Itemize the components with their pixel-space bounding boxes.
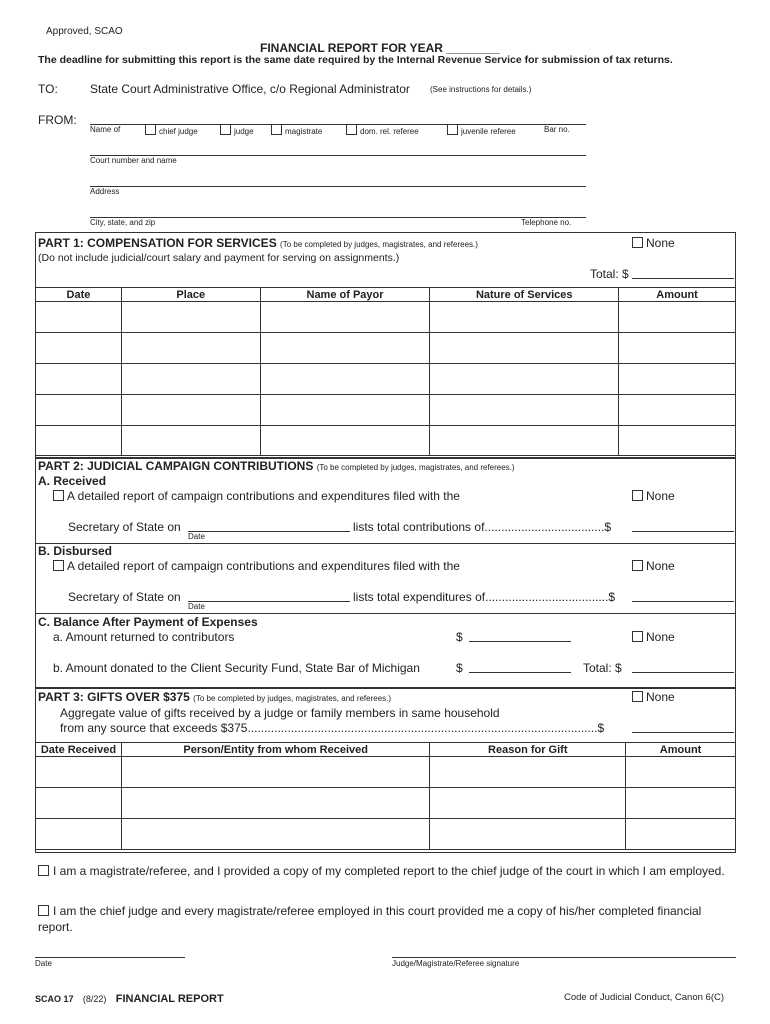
part2-total-line[interactable] [632, 672, 734, 673]
column-header: Person/Entity from whom Received [121, 743, 430, 757]
footer-left: SCAO 17 (8/22) FINANCIAL REPORT [35, 993, 224, 1005]
part2-a-text[interactable]: A detailed report of campaign contributions and expenditures filed with the [53, 489, 460, 503]
part2-c-b-line[interactable] [469, 672, 571, 673]
table-cell[interactable] [430, 426, 619, 456]
column-header: Date [36, 288, 122, 302]
telephone-label: Telephone no. [521, 218, 572, 227]
table-cell[interactable] [36, 333, 122, 364]
from-label: FROM: [38, 113, 77, 127]
part2-c-none[interactable]: None [632, 630, 675, 644]
option-judge[interactable]: judge [220, 124, 254, 136]
deadline-text: The deadline for submitting this report is the same date required by the Internal Revenue Service for submission of tax returns. [38, 54, 673, 66]
table-row [36, 395, 736, 426]
table-cell[interactable] [430, 364, 619, 395]
none-checkbox[interactable] [632, 631, 643, 642]
part2-a-date-label: Date [188, 532, 205, 541]
table-cell[interactable] [36, 757, 122, 788]
part1-none[interactable]: None [632, 236, 675, 250]
table-cell[interactable] [626, 757, 736, 788]
checkbox[interactable] [145, 124, 156, 135]
table-cell[interactable] [260, 333, 430, 364]
part2-c-a-line[interactable] [469, 641, 571, 642]
court-label: Court number and name [90, 156, 177, 165]
table-cell[interactable] [260, 364, 430, 395]
table-cell[interactable] [626, 819, 736, 850]
to-note: (See instructions for details.) [430, 85, 532, 94]
table-row [36, 757, 736, 788]
none-checkbox[interactable] [632, 490, 643, 501]
divider [35, 543, 736, 544]
part2-c-b: b. Amount donated to the Client Security Fund, State Bar of Michigan [53, 661, 420, 675]
part3-heading: PART 3: GIFTS OVER $375 (To be completed by judges, magistrates, and referees.) [38, 690, 392, 704]
table-cell[interactable] [260, 426, 430, 456]
part2-b-title: B. Disbursed [38, 544, 113, 558]
part1-total-label: Total: $ [590, 267, 629, 281]
table-row [36, 819, 736, 850]
table-cell[interactable] [430, 757, 626, 788]
option-magistrate[interactable]: magistrate [271, 124, 322, 136]
column-header: Date Received [36, 743, 122, 757]
table-cell[interactable] [121, 333, 260, 364]
date-signature-line[interactable] [35, 957, 185, 958]
table-cell[interactable] [36, 788, 122, 819]
part3-none[interactable]: None [632, 690, 675, 704]
city-label: City, state, and zip [90, 218, 156, 227]
table-cell[interactable] [121, 395, 260, 426]
to-value: State Court Administrative Office, c/o Regional Administrator [90, 82, 410, 96]
column-header: Nature of Services [430, 288, 619, 302]
part2-b-amount-line[interactable] [632, 601, 734, 602]
part2-a-amount-line[interactable] [632, 531, 734, 532]
checkbox[interactable] [220, 124, 231, 135]
part1-heading: PART 1: COMPENSATION FOR SERVICES (To be completed by judges, magistrates, and referees.) [38, 236, 478, 250]
part2-b-date-line[interactable] [188, 601, 350, 602]
none-checkbox[interactable] [632, 237, 643, 248]
table-cell[interactable] [430, 302, 619, 333]
page-title: FINANCIAL REPORT FOR YEAR ________ [260, 41, 500, 55]
table-cell[interactable] [619, 364, 736, 395]
part2-a-title: A. Received [38, 474, 107, 488]
address-line[interactable] [90, 186, 586, 187]
table-cell[interactable] [36, 364, 122, 395]
table-cell[interactable] [260, 395, 430, 426]
column-header: Amount [619, 288, 736, 302]
checkbox[interactable] [271, 124, 282, 135]
part2-c-a-dollar: $ [456, 630, 463, 644]
part2-c-b-dollar: $ [456, 661, 463, 675]
cert-magistrate[interactable]: I am a magistrate/referee, and I provided a copy of my completed report to the chief judge of the court in which I am employed. [38, 863, 738, 879]
part1-total-line[interactable] [632, 278, 734, 279]
judge-signature-line[interactable] [392, 957, 736, 958]
checkbox[interactable] [447, 124, 458, 135]
table-cell[interactable] [430, 819, 626, 850]
table-row [36, 426, 736, 456]
table-row [36, 333, 736, 364]
cert-chief-judge[interactable]: I am the chief judge and every magistrate/referee employed in this court provided me a copy of his/her completed financial report. [38, 904, 702, 934]
checkbox[interactable] [346, 124, 357, 135]
part2-a-date-line[interactable] [188, 531, 350, 532]
table-cell[interactable] [36, 426, 122, 456]
option-dom-rel-referee[interactable]: dom. rel. referee [346, 124, 419, 136]
part2-c-a: a. Amount returned to contributors [53, 630, 235, 644]
part2-c-title: C. Balance After Payment of Expenses [38, 615, 258, 629]
table-header-row [36, 288, 736, 302]
table-cell[interactable] [121, 819, 430, 850]
part2-b-lists: lists total expenditures of.....................................$ [353, 590, 616, 604]
checkbox[interactable] [53, 560, 64, 571]
table-cell[interactable] [430, 395, 619, 426]
table-row [36, 788, 736, 819]
none-checkbox[interactable] [632, 560, 643, 571]
to-label: TO: [38, 82, 58, 96]
table-cell[interactable] [430, 333, 619, 364]
part2-b-none[interactable]: None [632, 559, 675, 573]
column-header: Amount [626, 743, 736, 757]
part1-table [35, 287, 736, 456]
table-header-row [36, 743, 736, 757]
table-row [36, 302, 736, 333]
table-cell[interactable] [260, 302, 430, 333]
table-cell[interactable] [36, 819, 122, 850]
table-cell[interactable] [619, 426, 736, 456]
none-checkbox[interactable] [632, 691, 643, 702]
table-cell[interactable] [619, 302, 736, 333]
column-header: Reason for Gift [430, 743, 626, 757]
judge-signature-label: Judge/Magistrate/Referee signature [392, 959, 520, 968]
part3-table [35, 742, 736, 850]
table-cell[interactable] [430, 788, 626, 819]
table-row [36, 364, 736, 395]
table-cell[interactable] [36, 302, 122, 333]
checkbox[interactable] [38, 905, 49, 916]
table-cell[interactable] [619, 333, 736, 364]
table-cell[interactable] [121, 426, 260, 456]
approved-label: Approved, SCAO [46, 26, 123, 37]
part2-heading: PART 2: JUDICIAL CAMPAIGN CONTRIBUTIONS (To be completed by judges, magistrates, and referees.) [38, 459, 515, 473]
part2-a-none[interactable]: None [632, 489, 675, 503]
table-cell[interactable] [36, 395, 122, 426]
part3-line1: Aggregate value of gifts received by a judge or family members in same household [60, 706, 500, 720]
address-label: Address [90, 187, 120, 196]
table-cell[interactable] [121, 757, 430, 788]
divider [35, 613, 736, 614]
footer-code: Code of Judicial Conduct, Canon 6(C) [564, 992, 725, 1003]
part2-b-sos: Secretary of State on [68, 590, 181, 604]
table-cell[interactable] [619, 395, 736, 426]
part2-b-text[interactable]: A detailed report of campaign contributions and expenditures filed with the [53, 559, 460, 573]
table-cell[interactable] [121, 364, 260, 395]
option-chief-judge[interactable]: chief judge [145, 124, 198, 136]
checkbox[interactable] [53, 490, 64, 501]
column-header: Name of Payor [260, 288, 430, 302]
option-juvenile-referee[interactable]: juvenile referee [447, 124, 516, 136]
table-cell[interactable] [121, 788, 430, 819]
part2-a-sos: Secretary of State on [68, 520, 181, 534]
part2-a-lists: lists total contributions of....................................$ [353, 520, 612, 534]
date-signature-label: Date [35, 959, 52, 968]
part2-total-label: Total: $ [583, 661, 622, 675]
table-cell[interactable] [121, 302, 260, 333]
part3-line2: from any source that exceeds $375.........................................................................................................$ [60, 721, 605, 735]
checkbox[interactable] [38, 865, 49, 876]
column-header: Place [121, 288, 260, 302]
part2-b-date-label: Date [188, 602, 205, 611]
bar-no-label: Bar no. [544, 125, 570, 134]
part3-amount-line[interactable] [632, 732, 734, 733]
name-of-label: Name of [90, 125, 121, 134]
table-cell[interactable] [626, 788, 736, 819]
city-line[interactable] [90, 217, 586, 218]
part1-subnote: (Do not include judicial/court salary and payment for serving on assignments.) [38, 252, 400, 264]
